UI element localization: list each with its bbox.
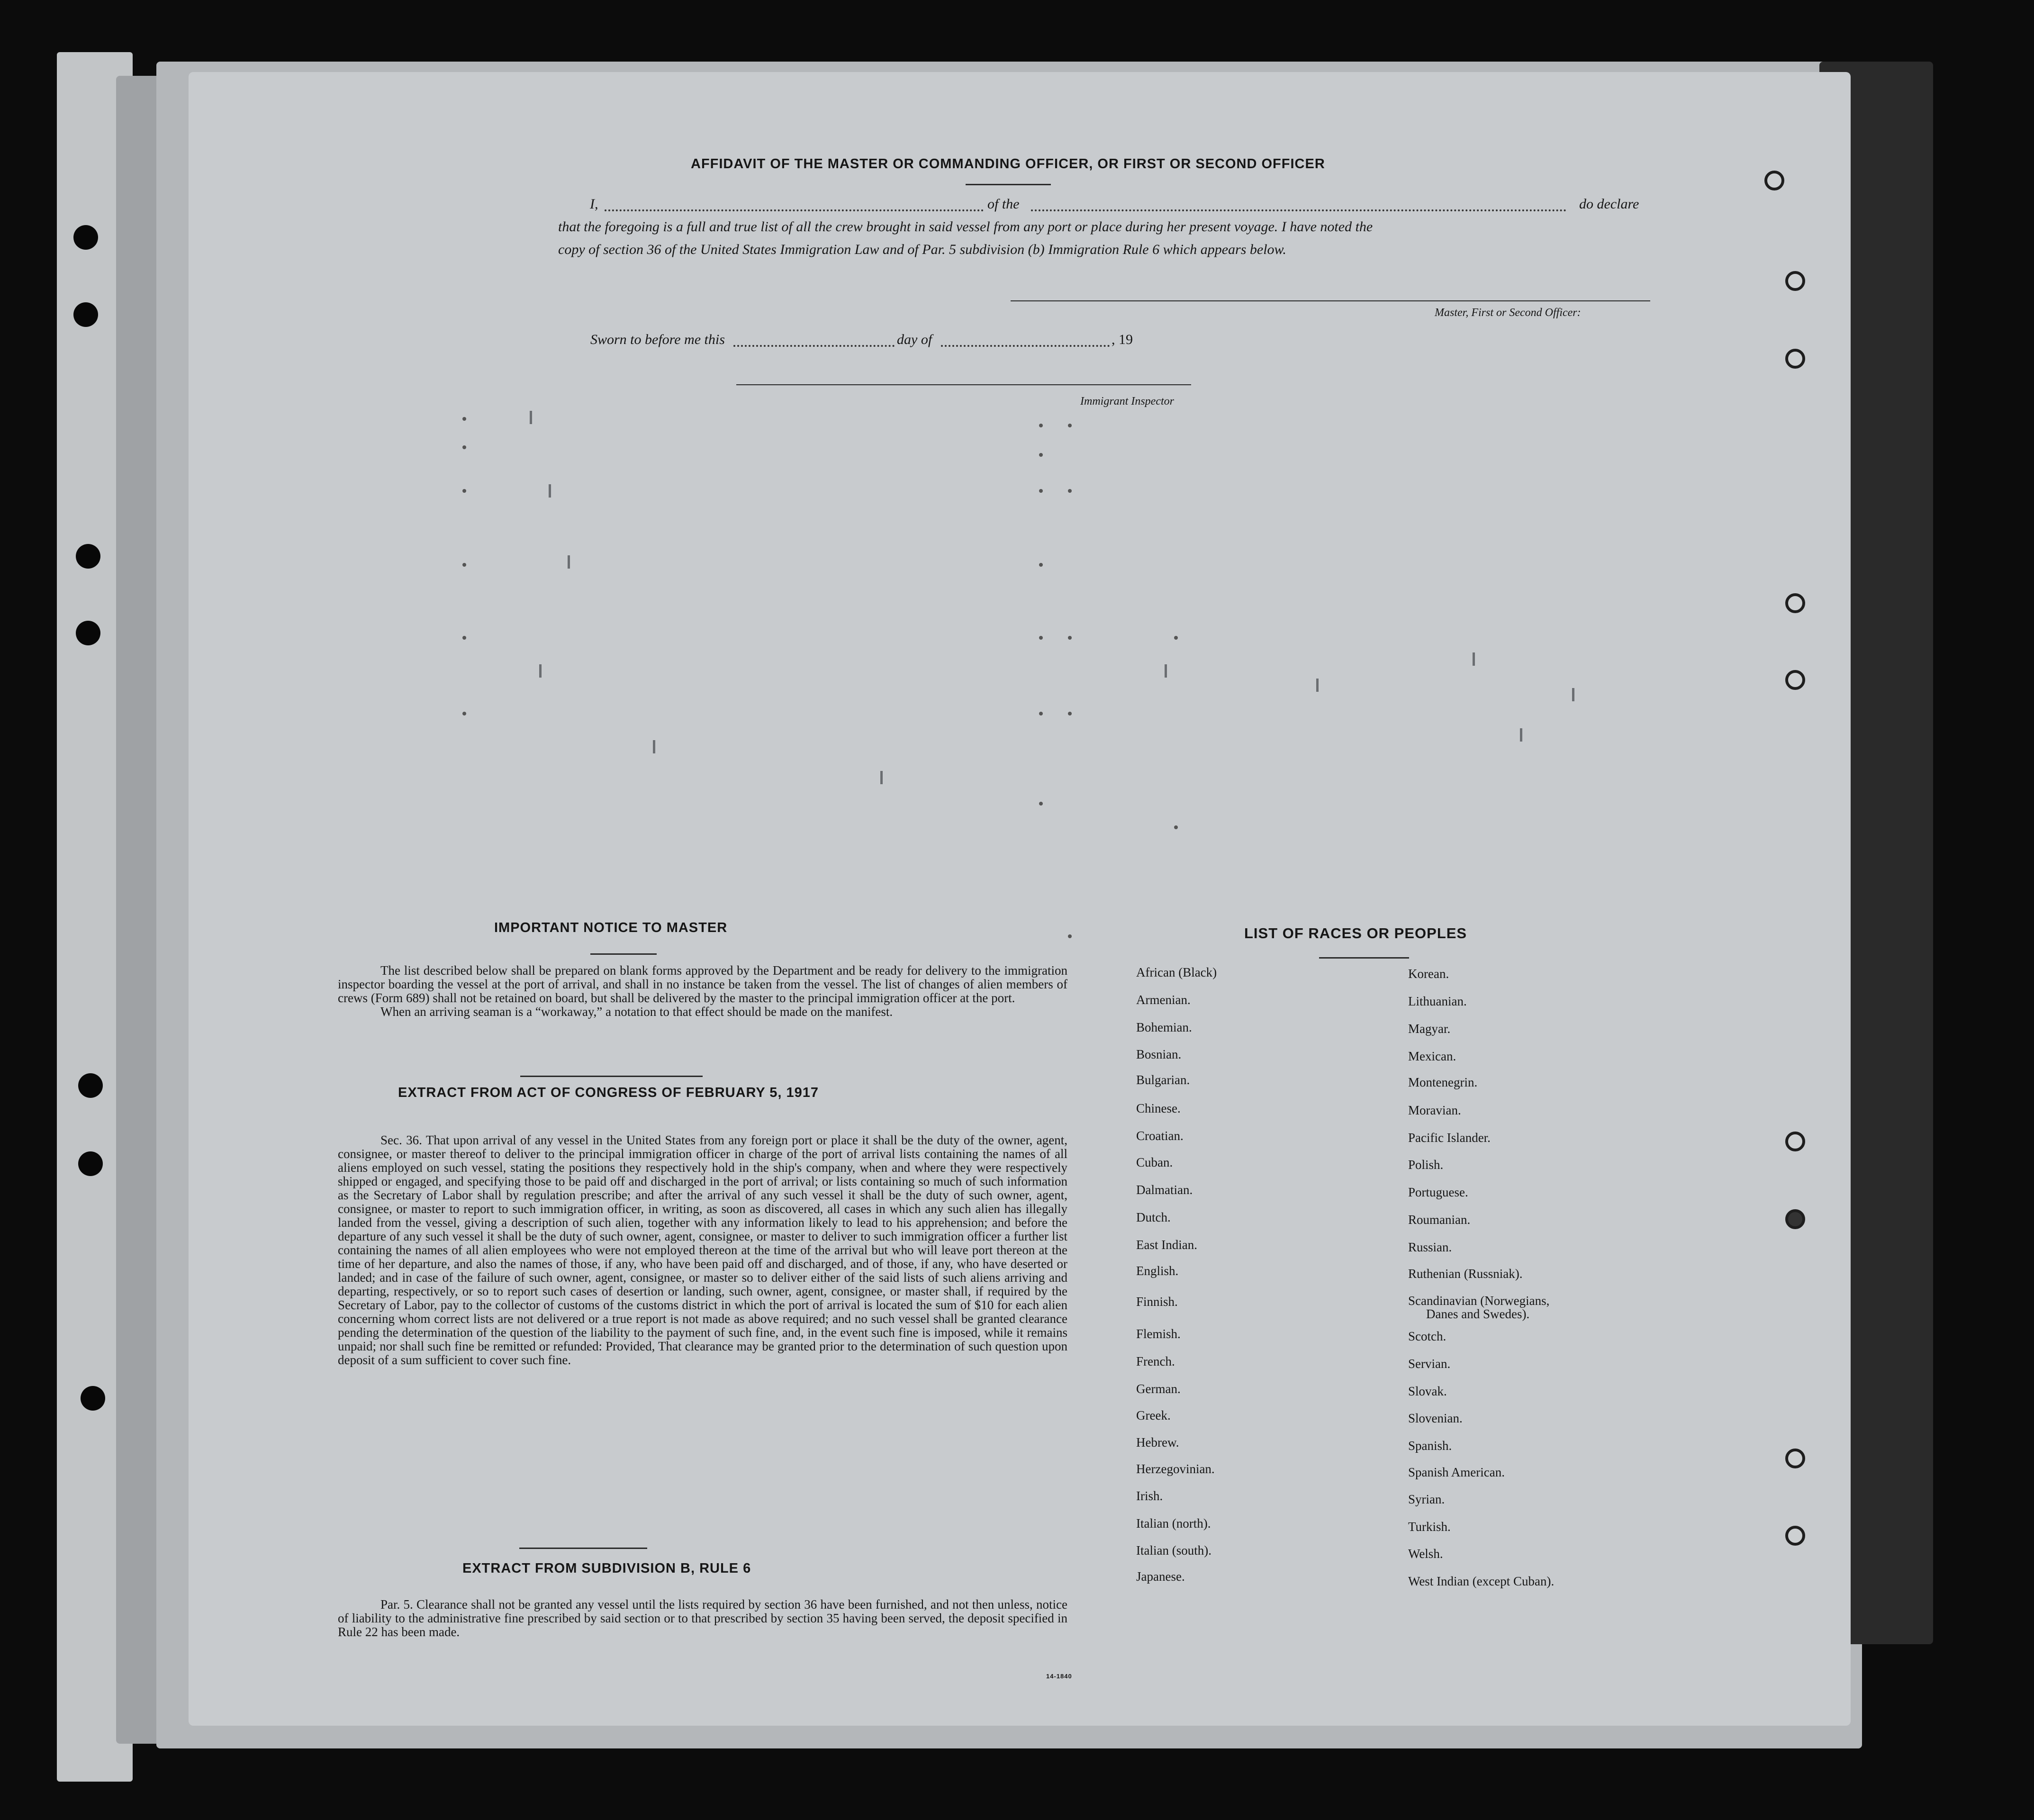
notice-paragraph-2: When an arriving seaman is a “workaway,” a notation to that effect should be made on the manifest.: [380, 1005, 893, 1019]
ring-hole: [1785, 1449, 1805, 1468]
sworn-prefix: Sworn to before me this: [590, 332, 725, 347]
race-item: Russian.: [1408, 1240, 1452, 1254]
notice-paragraph-1: The list described below shall be prepared on blank forms approved by the Department and be ready for delivery to the immigration inspector boarding the vessel at the port of arrival, and shall in no instance be taken from the vessel. The list of changes of alien members of crews (Form 689) shall not be retained on board, but shall be delivered by the master to the principal immigration officer at the port.: [338, 963, 1067, 1005]
race-item: East Indian.: [1136, 1238, 1197, 1252]
ring-hole: [1764, 171, 1784, 190]
sworn-month-blank[interactable]: [941, 345, 1110, 347]
ring-hole: [1785, 670, 1805, 690]
inspector-signature-line[interactable]: [736, 384, 1191, 385]
binder-hole: [73, 302, 98, 327]
ring-hole: [1785, 593, 1805, 613]
race-item: Dalmatian.: [1136, 1183, 1193, 1197]
section-36-text: Sec. 36. That upon arrival of any vessel in the United States from any foreign port or place it shall be the duty of the owner, agent, consignee, or master thereof to deliver to the principal immigration officer in charge of the port of arrival lists containing the names of all aliens employed on such vessel, stating the positions they respectively hold in the ship's company, when and where they were respectively shipped or engaged, and specifying those to be paid off and discharged in the port of arrival; or lists containing so much of such information as the Secretary of Labor shall by regulation prescribe; and after the arrival of any such vessel it shall be the duty of such owner, agent, consignee, or master to report to such immigration officer, in writing, as soon as discovered, all cases in which any such alien has illegally landed from the vessel, giving a description of such alien, together with any information likely to lead to his apprehension; and before the departure of any such vessel it shall be the duty of such owner, agent, consignee, or master to deliver to such immigration officer a further list containing the names of all alien employees who were not employed thereon at the time of the arrival but who will leave port thereon at the time of her departure, and also the names of those, if any, who have been paid off and discharged, and of those, if any, who have deserted or landed; and in case of the failure of such owner, agent, consignee, or master so to deliver either of the said lists of such aliens arriving and departing, respectively, or so to report such cases of desertion or landing, such owner, agent, consignee, or master shall, if required by the Secretary of Labor, pay to the collector of customs of the customs district in which the port of arrival is located the sum of $10 for each alien concerning whom correct lists are not delivered or a true report is not made as above required; and no such vessel shall be granted clearance pending the determination of the question of the liability to the payment of such fine, and, in the event such fine is imposed, while it remains unpaid; nor shall such fine be remitted or refunded: Provided, That clearance may be granted prior to the determination of such question upon deposit of a sum sufficient to cover such fine.: [338, 1133, 1067, 1367]
affidavit-of-the-label: of the: [987, 196, 1020, 212]
race-item: Polish.: [1408, 1158, 1444, 1172]
extract-rule-title: EXTRACT FROM SUBDIVISION B, RULE 6: [462, 1561, 751, 1576]
race-item: Bosnian.: [1136, 1047, 1182, 1061]
race-item: Scandinavian (Norwegians,: [1408, 1294, 1550, 1308]
race-item: Danes and Swedes).: [1426, 1307, 1530, 1321]
race-item: Slovenian.: [1408, 1411, 1463, 1425]
race-item: Herzegovinian.: [1136, 1462, 1215, 1476]
race-item: Irish.: [1136, 1489, 1163, 1503]
affidavit-declare-label: do declare: [1579, 196, 1639, 212]
binder-hole: [78, 1073, 103, 1098]
affidavit-line-3: copy of section 36 of the United States Immigration Law and of Par. 5 subdivision (b) Immigration Rule 6 which appears below.: [558, 242, 1286, 257]
binder-hole: [76, 621, 100, 645]
race-item: Spanish.: [1408, 1439, 1452, 1453]
race-item: German.: [1136, 1382, 1181, 1396]
notice-body: [338, 964, 1067, 1019]
ring-hole: [1785, 271, 1805, 291]
section-divider: [520, 1076, 703, 1077]
extract-act-body: [338, 1133, 1067, 1367]
race-item: Greek.: [1136, 1408, 1171, 1422]
master-label: Master, First or Second Officer:: [1435, 307, 1581, 319]
section-divider: [519, 1548, 647, 1549]
affidavit-i-label: I,: [590, 196, 598, 212]
ring-hole: [1785, 349, 1805, 369]
ring-hole: [1785, 1526, 1805, 1546]
race-item: Dutch.: [1136, 1210, 1171, 1224]
race-item: Finnish.: [1136, 1295, 1178, 1309]
race-item: Syrian.: [1408, 1492, 1445, 1506]
race-item: Bohemian.: [1136, 1020, 1192, 1034]
race-item: African (Black): [1136, 965, 1217, 979]
notice-title: IMPORTANT NOTICE TO MASTER: [494, 920, 728, 935]
race-item: English.: [1136, 1264, 1179, 1278]
title-underline: [966, 184, 1051, 185]
race-item: Spanish American.: [1408, 1465, 1505, 1479]
races-title: LIST OF RACES OR PEOPLES: [1244, 925, 1467, 942]
race-item: Montenegrin.: [1408, 1075, 1478, 1089]
race-item: Japanese.: [1136, 1569, 1185, 1584]
race-item: Croatian.: [1136, 1129, 1184, 1143]
race-item: Hebrew.: [1136, 1435, 1179, 1449]
extract-rule-body: [338, 1598, 1067, 1639]
race-item: Chinese.: [1136, 1101, 1181, 1115]
race-item: Roumanian.: [1408, 1213, 1471, 1227]
race-item: Moravian.: [1408, 1103, 1461, 1117]
sworn-year: , 19: [1112, 332, 1133, 347]
ring-hole: [1785, 1209, 1805, 1229]
race-item: Pacific Islander.: [1408, 1131, 1491, 1145]
sworn-day-label: day of: [897, 332, 932, 347]
race-item: Bulgarian.: [1136, 1073, 1190, 1087]
race-item: Scotch.: [1408, 1329, 1446, 1343]
binder-hole: [81, 1386, 105, 1411]
notice-underline: [590, 953, 657, 955]
race-item: Ruthenian (Russniak).: [1408, 1267, 1523, 1281]
race-item: Slovak.: [1408, 1384, 1447, 1398]
races-underline: [1319, 957, 1409, 959]
race-item: Mexican.: [1408, 1049, 1456, 1063]
vessel-blank[interactable]: [1031, 209, 1566, 211]
race-item: Portuguese.: [1408, 1185, 1468, 1199]
race-item: Welsh.: [1408, 1547, 1443, 1561]
ring-hole: [1785, 1132, 1805, 1151]
inspector-label: Immigrant Inspector: [1080, 395, 1174, 407]
race-item: Magyar.: [1408, 1022, 1451, 1036]
name-blank[interactable]: [605, 209, 984, 211]
affidavit-title: AFFIDAVIT OF THE MASTER OR COMMANDING OFFICER, OR FIRST OR SECOND OFFICER: [691, 156, 1325, 172]
par-5-text: Par. 5. Clearance shall not be granted any vessel until the lists required by section 36 have been furnished, and not then unless, notice of liability to the administrative fine prescribed by said section or to that prescribed by section 35 having been served, the deposit specified in Rule 22 has been made.: [338, 1597, 1067, 1639]
race-item: West Indian (except Cuban).: [1408, 1574, 1555, 1588]
race-item: Turkish.: [1408, 1520, 1451, 1534]
sworn-day-blank[interactable]: [733, 345, 895, 347]
manifest-page: [189, 72, 1851, 1726]
race-item: Armenian.: [1136, 993, 1191, 1007]
race-item: Korean.: [1408, 967, 1449, 981]
extract-act-title: EXTRACT FROM ACT OF CONGRESS OF FEBRUARY 5, 1917: [398, 1085, 819, 1100]
binder-hole: [73, 225, 98, 250]
race-item: Flemish.: [1136, 1327, 1181, 1341]
form-number: 14-1840: [1046, 1673, 1072, 1680]
affidavit-line-2: that the foregoing is a full and true list of all the crew brought in said vessel from any port or place during her present voyage. I have noted the: [558, 219, 1373, 235]
binder-hole: [78, 1151, 103, 1176]
race-item: Italian (south).: [1136, 1543, 1211, 1557]
race-item: Lithuanian.: [1408, 994, 1467, 1008]
race-item: Servian.: [1408, 1357, 1451, 1371]
race-item: Italian (north).: [1136, 1516, 1211, 1530]
race-item: French.: [1136, 1354, 1175, 1368]
master-signature-line[interactable]: [1011, 300, 1650, 301]
binder-hole: [76, 544, 100, 569]
race-item: Cuban.: [1136, 1155, 1173, 1169]
